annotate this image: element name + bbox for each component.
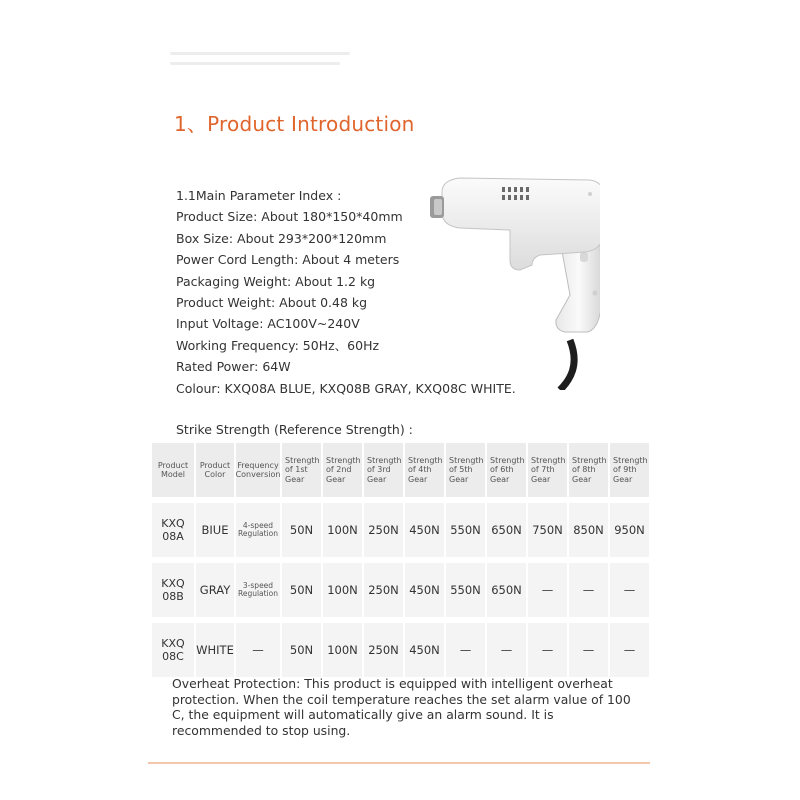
- table-cell: 650N: [487, 563, 526, 617]
- table-cell: 250N: [364, 563, 403, 617]
- strike-strength-title: Strike Strength (Reference Strength) :: [176, 422, 413, 437]
- table-cell: —: [528, 563, 567, 617]
- parameter-title: 1.1Main Parameter Index :: [176, 188, 342, 203]
- parameter-line: Input Voltage: AC100V~240V: [176, 316, 360, 332]
- table-cell: —: [610, 563, 649, 617]
- parameter-line: Colour: KXQ08A BLUE, KXQ08B GRAY, KXQ08C WHITE.: [176, 380, 516, 396]
- table-cell: 950N: [610, 503, 649, 557]
- table-header-cell: Strength of 7th Gear: [528, 443, 567, 497]
- table-cell: —: [610, 623, 649, 677]
- table-header-cell: Strength of 8th Gear: [569, 443, 608, 497]
- table-cell: 450N: [405, 503, 444, 557]
- table-header-cell: Strength of 6th Gear: [487, 443, 526, 497]
- table-cell-color: BIUE: [196, 503, 234, 557]
- table-cell: —: [528, 623, 567, 677]
- table-header-cell: Frequency Conversion: [236, 443, 280, 497]
- parameter-line: Power Cord Length: About 4 meters: [176, 252, 400, 268]
- table-cell: —: [569, 623, 608, 677]
- table-cell: 50N: [282, 563, 321, 617]
- overheat-protection-note: Overheat Protection: This product is equipped with intelligent overheat protection. When the coil temperature reaches the set alarm value of 100 C, the equipment will automatically give an alarm sound. It is recommended to stop using.: [172, 676, 631, 738]
- table-header-cell: Strength of 3rd Gear: [364, 443, 403, 497]
- strike-strength-table: [152, 443, 647, 677]
- table-cell: 100N: [323, 563, 362, 617]
- table-cell: 100N: [323, 623, 362, 677]
- table-header-cell: Strength of 4th Gear: [405, 443, 444, 497]
- table-header-cell: Strength of 5th Gear: [446, 443, 485, 497]
- table-cell: 750N: [528, 503, 567, 557]
- table-cell: 450N: [405, 623, 444, 677]
- table-row: [152, 503, 647, 557]
- table-header-cell: Product Model: [152, 443, 194, 497]
- table-header-row: [152, 443, 647, 497]
- table-cell-frequency: 4-speed Regulation: [236, 503, 280, 557]
- table-cell-model: KXQ 08B: [152, 563, 194, 617]
- table-cell-model: KXQ 08A: [152, 503, 194, 557]
- bottom-divider: [148, 762, 650, 764]
- table-cell: —: [569, 563, 608, 617]
- table-cell-frequency: 3-speed Regulation: [236, 563, 280, 617]
- table-header-cell: Strength of 9th Gear: [610, 443, 649, 497]
- parameter-line: Rated Power: 64W: [176, 359, 291, 375]
- table-cell-model: KXQ 08C: [152, 623, 194, 677]
- table-cell: 250N: [364, 503, 403, 557]
- table-cell: 100N: [323, 503, 362, 557]
- table-cell: —: [446, 623, 485, 677]
- table-header-cell: Product Color: [196, 443, 234, 497]
- parameter-line: Product Weight: About 0.48 kg: [176, 295, 368, 311]
- table-cell: 550N: [446, 563, 485, 617]
- table-cell: 50N: [282, 503, 321, 557]
- section-heading: 1、Product Introduction: [174, 112, 415, 136]
- table-cell: 550N: [446, 503, 485, 557]
- parameter-line: Box Size: About 293*200*120mm: [176, 230, 387, 246]
- table-cell: 450N: [405, 563, 444, 617]
- table-row: [152, 563, 647, 617]
- product-gun-image: [420, 170, 600, 390]
- faint-header-decoration: [170, 52, 360, 72]
- table-header-cell: Strength of 1st Gear: [282, 443, 321, 497]
- table-cell-color: WHITE: [196, 623, 234, 677]
- parameter-line: Packaging Weight: About 1.2 kg: [176, 273, 376, 289]
- table-row: [152, 623, 647, 677]
- table-cell: 50N: [282, 623, 321, 677]
- table-cell-color: GRAY: [196, 563, 234, 617]
- table-cell: 850N: [569, 503, 608, 557]
- table-header-cell: Strength of 2nd Gear: [323, 443, 362, 497]
- table-cell: 250N: [364, 623, 403, 677]
- table-cell: —: [487, 623, 526, 677]
- table-cell: 650N: [487, 503, 526, 557]
- parameter-line: Product Size: About 180*150*40mm: [176, 209, 403, 225]
- parameter-line: Working Frequency: 50Hz、60Hz: [176, 337, 380, 353]
- table-cell-frequency: —: [236, 623, 280, 677]
